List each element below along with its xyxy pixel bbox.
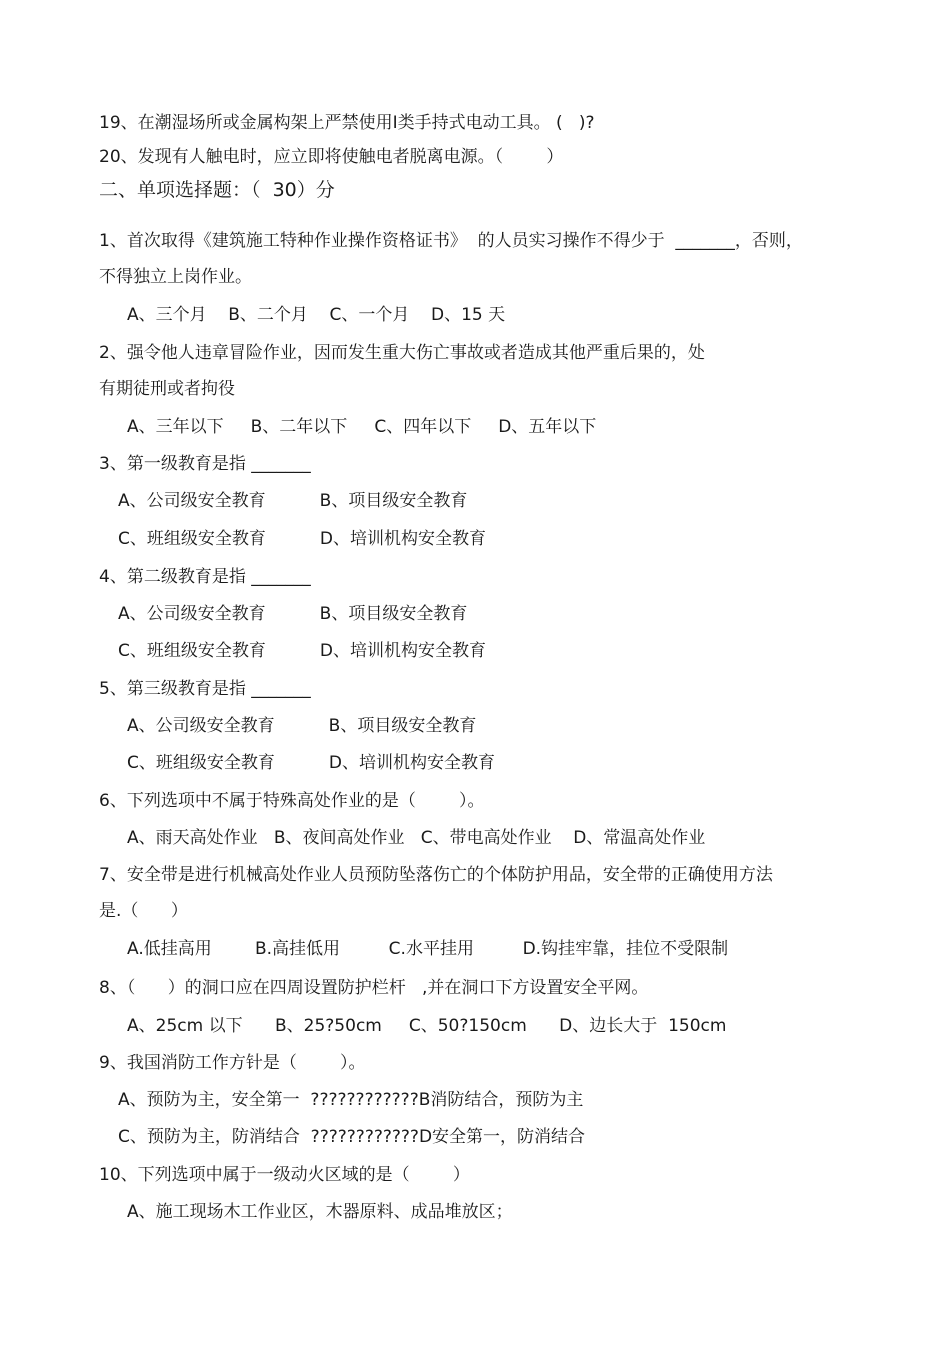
q4-stem: 4、第二级教育是指 _______ bbox=[99, 567, 311, 587]
q4-options-ab: A、公司级安全教育 B、项目级安全教育 bbox=[118, 604, 468, 624]
q10-stem: 10、下列选项中属于一级动火区域的是（ ） bbox=[99, 1165, 470, 1185]
tf-question-19: 19、在潮湿场所或金属构架上严禁使用Ⅰ类手持式电动工具。 ( )? bbox=[99, 113, 595, 133]
q9-options-cd: C、预防为主，防消结合 ????????????D安全第一，防消结合 bbox=[118, 1127, 586, 1147]
q3-options-cd: C、班组级安全教育 D、培训机构安全教育 bbox=[118, 529, 486, 549]
q1-options: A、三个月 B、二个月 C、一个月 D、15 天 bbox=[127, 305, 506, 325]
section-title-single-choice: 二、单项选择题：（ 30）分 bbox=[99, 179, 335, 201]
q5-stem: 5、第三级教育是指 _______ bbox=[99, 679, 311, 699]
q6-options: A、雨天高处作业 B、夜间高处作业 C、带电高处作业 D、常温高处作业 bbox=[127, 828, 706, 848]
q5-options-cd: C、班组级安全教育 D、培训机构安全教育 bbox=[127, 753, 495, 773]
q1-stem-line2: 不得独立上岗作业。 bbox=[99, 267, 252, 287]
q7-options: A.低挂高用 B.高挂低用 C.水平挂用 D.钩挂牢靠，挂位不受限制 bbox=[127, 939, 729, 959]
q1-stem-line1: 1、首次取得《建筑施工特种作业操作资格证书》 的人员实习操作不得少于 _______，否则， bbox=[99, 231, 803, 251]
q8-stem: 8、（ ）的洞口应在四周设置防护栏杆 ,并在洞口下方设置安全平网。 bbox=[99, 978, 649, 998]
q2-stem-line1: 2、强令他人违章冒险作业，因而发生重大伤亡事故或者造成其他严重后果的，处 bbox=[99, 343, 705, 363]
q4-options-cd: C、班组级安全教育 D、培训机构安全教育 bbox=[118, 641, 486, 661]
tf-question-20: 20、发现有人触电时，应立即将使触电者脱离电源。（ ） bbox=[99, 147, 564, 167]
q9-stem: 9、我国消防工作方针是（ ）。 bbox=[99, 1053, 366, 1073]
q3-options-ab: A、公司级安全教育 B、项目级安全教育 bbox=[118, 491, 468, 511]
q10-option-a: A、施工现场木工作业区，木器原料、成品堆放区； bbox=[127, 1202, 513, 1222]
q2-options: A、三年以下 B、二年以下 C、四年以下 D、五年以下 bbox=[127, 417, 597, 437]
q7-stem-line1: 7、安全带是进行机械高处作业人员预防坠落伤亡的个体防护用品，安全带的正确使用方法 bbox=[99, 865, 773, 885]
q3-stem: 3、第一级教育是指 _______ bbox=[99, 454, 311, 474]
q5-options-ab: A、公司级安全教育 B、项目级安全教育 bbox=[127, 716, 477, 736]
q8-options: A、25cm 以下 B、25?50cm C、50?150cm D、边长大于 150cm bbox=[127, 1016, 727, 1036]
q6-stem: 6、下列选项中不属于特殊高处作业的是（ ）。 bbox=[99, 791, 485, 811]
q7-stem-line2: 是.（ ） bbox=[99, 901, 188, 921]
q2-stem-line2: 有期徒刑或者拘役 bbox=[99, 379, 235, 399]
q9-options-ab: A、预防为主，安全第一 ????????????B消防结合，预防为主 bbox=[118, 1090, 584, 1110]
